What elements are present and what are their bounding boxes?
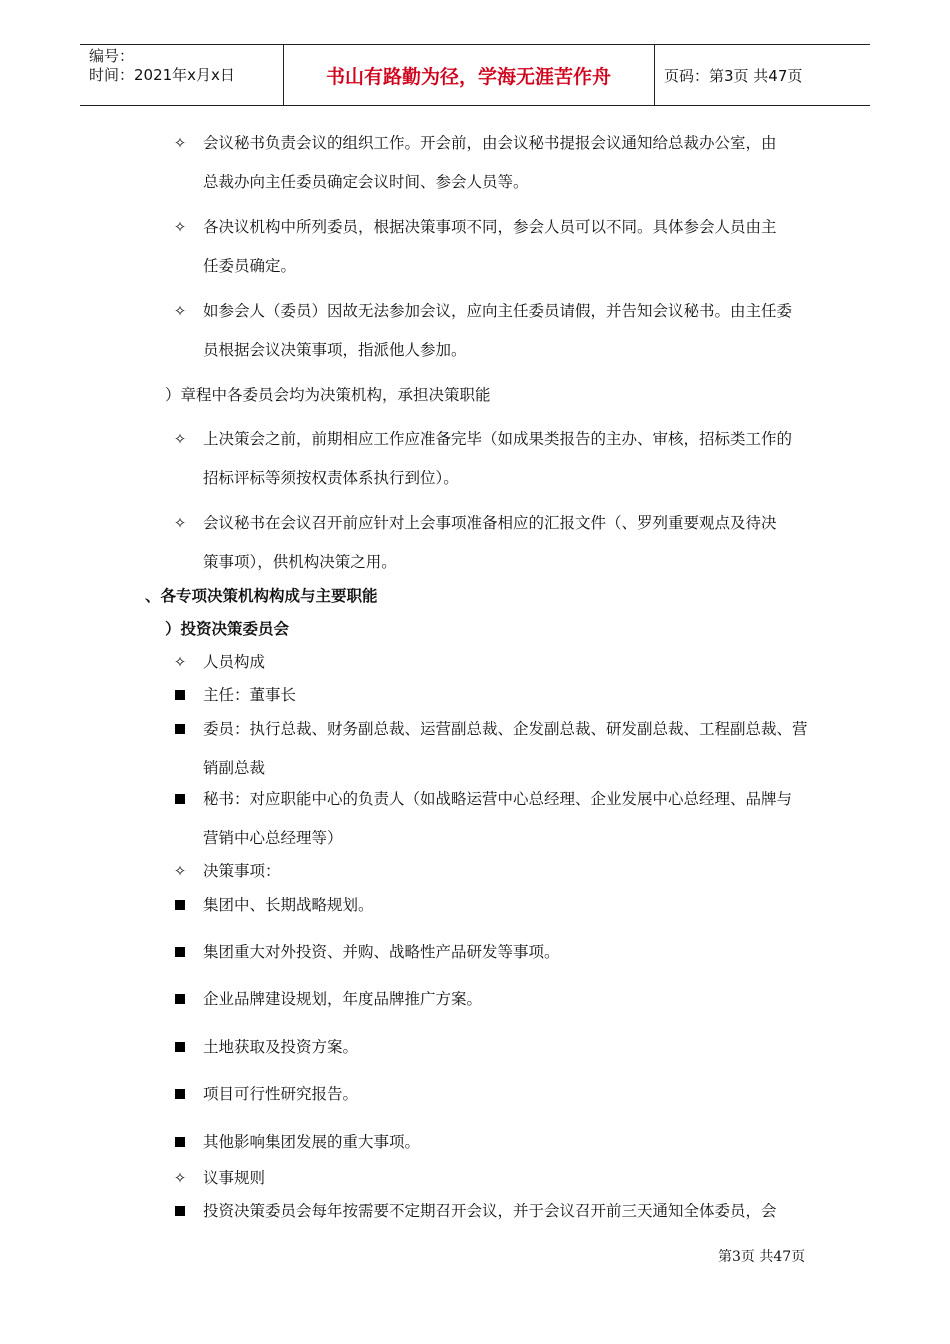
paragraph-line: 投资决策委员会每年按需要不定期召开会议，并于会议召开前三天通知全体委员，会 bbox=[203, 1202, 777, 1220]
paragraph-line: 销副总裁 bbox=[203, 759, 266, 777]
square-bullet-icon bbox=[170, 1037, 190, 1057]
square-bullet-icon bbox=[170, 895, 190, 915]
paragraph-line: 员根据会议决策事项，指派他人参加。 bbox=[203, 341, 467, 359]
header-time-label: 时间：2021年x月x日 bbox=[89, 66, 235, 84]
square-bullet-icon bbox=[170, 989, 190, 1009]
diamond-bullet-icon: ✧ bbox=[173, 302, 187, 320]
diamond-bullet-icon: ✧ bbox=[173, 862, 187, 880]
square-bullet-icon bbox=[170, 789, 190, 809]
paragraph-line: 主任：董事长 bbox=[203, 686, 297, 704]
paragraph-line: 总裁办向主任委员确定会议时间、参会人员等。 bbox=[203, 173, 529, 191]
square-bullet-icon bbox=[170, 685, 190, 705]
diamond-bullet-icon: ✧ bbox=[173, 653, 187, 671]
header-meta bbox=[89, 47, 235, 85]
paragraph-line: ）章程中各委员会均为决策机构，承担决策职能 bbox=[165, 386, 491, 404]
paragraph-line: 土地获取及投资方案。 bbox=[203, 1038, 359, 1056]
header-motto: 书山有路勤为径，学海无涯苦作舟 bbox=[325, 65, 611, 88]
paragraph-line: 会议秘书在会议召开前应针对上会事项准备相应的汇报文件（、罗列重要观点及待决 bbox=[203, 514, 777, 532]
square-bullet-icon bbox=[170, 1084, 190, 1104]
paragraph-line: 、各专项决策机构构成与主要职能 bbox=[145, 586, 378, 605]
square-bullet-icon bbox=[170, 719, 190, 739]
paragraph-line: 委员：执行总裁、财务副总裁、运营副总裁、企发副总裁、研发副总裁、工程副总裁、营 bbox=[203, 720, 808, 738]
square-bullet-icon bbox=[170, 942, 190, 962]
paragraph-line: ）投资决策委员会 bbox=[165, 619, 290, 638]
header-divider bbox=[654, 44, 655, 106]
paragraph-line: 任委员确定。 bbox=[203, 257, 297, 275]
header-number-label: 编号： bbox=[89, 47, 135, 65]
diamond-bullet-icon: ✧ bbox=[173, 134, 187, 152]
paragraph-line: 秘书：对应职能中心的负责人（如战略运营中心总经理、企业发展中心总经理、品牌与 bbox=[203, 790, 793, 808]
paragraph-line: 项目可行性研究报告。 bbox=[203, 1085, 359, 1103]
diamond-bullet-icon: ✧ bbox=[173, 430, 187, 448]
paragraph-line: 招标评标等须按权责体系执行到位）。 bbox=[203, 469, 459, 487]
paragraph-line: 议事规则 bbox=[203, 1169, 266, 1187]
paragraph-line: 企业品牌建设规划，年度品牌推广方案。 bbox=[203, 990, 483, 1008]
paragraph-line: 各决议机构中所列委员，根据决策事项不同，参会人员可以不同。具体参会人员由主 bbox=[203, 218, 777, 236]
paragraph-line: 营销中心总经理等） bbox=[203, 829, 343, 847]
page-header bbox=[80, 44, 870, 106]
paragraph-line: 如参会人（委员）因故无法参加会议，应向主任委员请假，并告知会议秘书。由主任委 bbox=[203, 302, 793, 320]
paragraph-line: 会议秘书负责会议的组织工作。开会前，由会议秘书提报会议通知给总裁办公室，由 bbox=[203, 134, 777, 152]
square-bullet-icon bbox=[170, 1132, 190, 1152]
diamond-bullet-icon: ✧ bbox=[173, 218, 187, 236]
paragraph-line: 策事项），供机构决策之用。 bbox=[203, 553, 397, 571]
paragraph-line: 决策事项： bbox=[203, 862, 281, 880]
paragraph-line: 上决策会之前，前期相应工作应准备完毕（如成果类报告的主办、审核，招标类工作的 bbox=[203, 430, 793, 448]
square-bullet-icon bbox=[170, 1201, 190, 1221]
paragraph-line: 人员构成 bbox=[203, 653, 266, 671]
paragraph-line: 集团重大对外投资、并购、战略性产品研发等事项。 bbox=[203, 943, 560, 961]
diamond-bullet-icon: ✧ bbox=[173, 514, 187, 532]
page-footer: 第3页 共47页 bbox=[718, 1249, 806, 1265]
paragraph-line: 集团中、长期战略规划。 bbox=[203, 896, 374, 914]
header-page-code: 页码：第3页 共47页 bbox=[664, 66, 803, 85]
paragraph-line: 其他影响集团发展的重大事项。 bbox=[203, 1133, 421, 1151]
diamond-bullet-icon: ✧ bbox=[173, 1169, 187, 1187]
